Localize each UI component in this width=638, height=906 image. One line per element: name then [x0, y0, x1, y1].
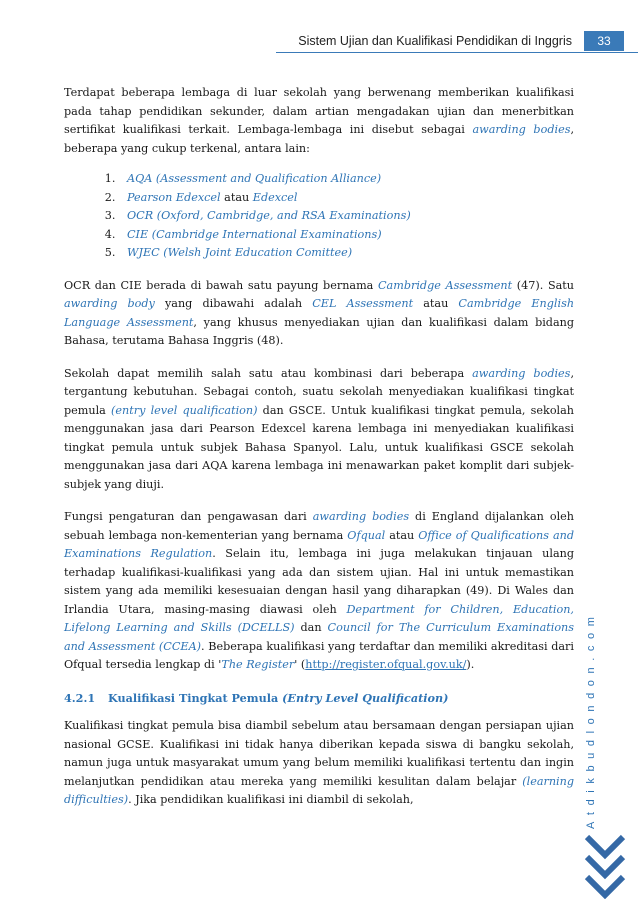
list-item: 1. AQA (Assessment and Qualification Alliance) [119, 170, 574, 189]
ofqual-register-link[interactable]: http://register.ofqual.gov.uk/ [305, 658, 467, 671]
page-header [0, 34, 638, 54]
list-item: 5. WJEC (Welsh Joint Education Comittee) [119, 244, 574, 263]
page-number: 33 [584, 31, 624, 51]
term-awarding-bodies: awarding bodies [472, 123, 571, 136]
section-heading: 4.2.1 Kualifikasi Tingkat Pemula (Entry Level Qualification) [64, 689, 574, 708]
page-body [64, 84, 574, 824]
paragraph-awarding-bodies-intro: Terdapat beberapa lembaga di luar sekolah yang berwenang memberikan kualifikasi pada tahap pendidikan sekunder, dalam artian mengadakan ujian dan menerbitkan sertifikat kualifikasi terkait. Lembaga-lembaga ini disebut sebagai awarding bodies, beberapa yang cukup terkenal, antara lain: [64, 86, 574, 155]
header-rule [276, 52, 638, 53]
chevron-down-icon [583, 833, 627, 899]
awarding-bodies-list [64, 170, 574, 263]
paragraph-entry-level: Kualifikasi tingkat pemula bisa diambil sebelum atau bersamaan dengan persiapan ujian nasional GCSE. Kualifikasi ini tidak hanya diberikan kepada siswa di bangku sekolah, namun juga untuk masyarakat umum yang belum memiliki kualifikasi tertentu dan ingin melanjutkan pendidikan atau mereka yang memiliki kesulitan dalam belajar (learning difficulties). Jika pendidikan kualifikasi ini diambil di sekolah, [64, 719, 574, 806]
list-item: 2. Pearson Edexcel atau Edexcel [119, 189, 574, 208]
header-title: Sistem Ujian dan Kualifikasi Pendidikan di Inggris [298, 34, 572, 48]
list-item: 4. CIE (Cambridge International Examinations) [119, 226, 574, 245]
list-item: 3. OCR (Oxford, Cambridge, and RSA Examinations) [119, 207, 574, 226]
paragraph-ofqual: Fungsi pengaturan dan pengawasan dari awarding bodies di England dijalankan oleh sebuah lembaga non-kementerian yang bernama Ofqual atau Office of Qualifications and Examinations Regulation. Selain itu, lembaga ini juga melakukan tinjauan ulang terhadap kualifikasi-kualifikasi yang ada dan sistem ujian. Hal ini untuk memastikan sistem yang ada memiliki kesesuaian dengan hasil yang diharapkan (49). Di Wales dan Irlandia Utara, masing-masing diawasi oleh Department for Children, Education, Lifelong Learning and Skills (DCELLS) dan Council for The Curriculum Examinations and Assessment (CCEA). Beberapa kualifikasi yang terdaftar dan memiliki akreditasi dari Ofqual tersedia lengkap di 'The Register' (http://register.ofqual.gov.uk/). [64, 510, 575, 671]
brand-watermark-text: Atdikbudlondon.com [585, 610, 597, 830]
paragraph-school-choice: Sekolah dapat memilih salah satu atau kombinasi dari beberapa awarding bodies, tergantung kebutuhan. Sebagai contoh, suatu sekolah menyediakan kualifikasi tingkat pemula (entry level qualification) dan GSCE. Untuk kualifikasi tingkat pemula, sekolah menggunakan jasa dari Pearson Edexcel karena lembaga ini menyediakan kualifikasi tingkat pemula untuk subjek Bahasa Spanyol. Lalu, untuk kualifikasi GSCE sekolah menggunakan jasa dari AQA karena lembaga ini menawarkan paket komplit dari subjek-subjek yang diuji. [64, 366, 575, 491]
section-number: 4.2.1 [64, 690, 96, 705]
paragraph-cambridge-assessment: OCR dan CIE berada di bawah satu payung bernama Cambridge Assessment (47). Satu awarding body yang dibawahi adalah CEL Assessment atau Cambridge English Language Assessment, yang khusus menyediakan ujian dan kualifikasi dalam bidang Bahasa, terutama Bahasa Inggris (48). [64, 278, 575, 347]
